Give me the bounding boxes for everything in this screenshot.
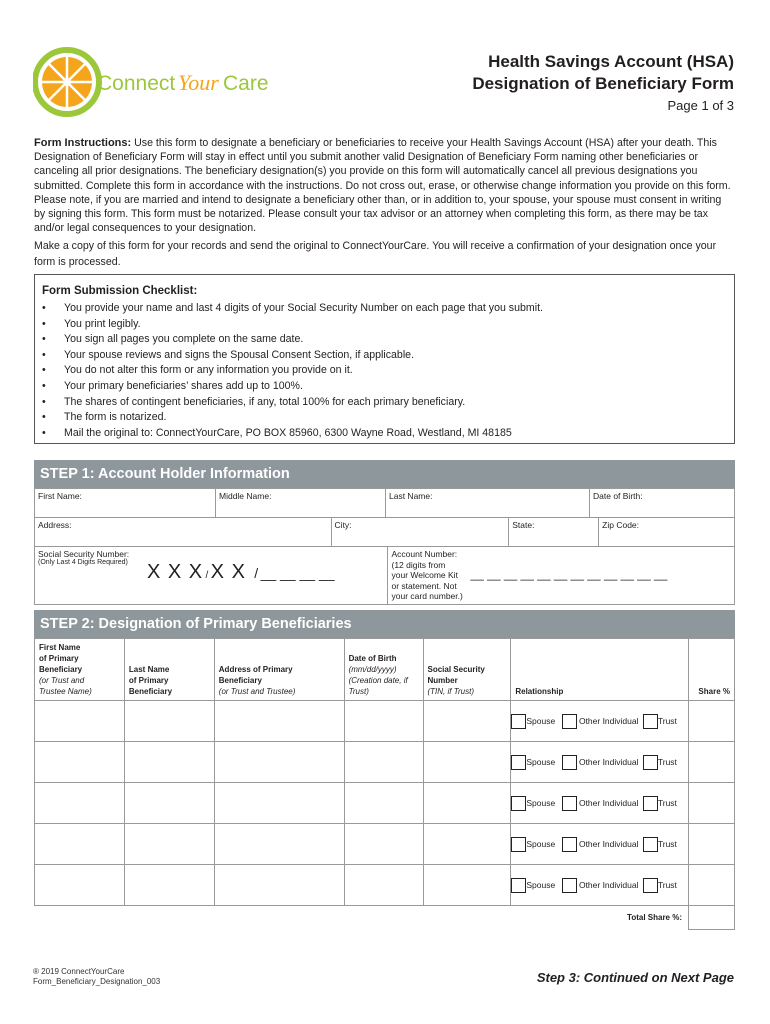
instructions-body: Use this form to designate a beneficiary or beneficiaries to receive your Health Savings Account (HSA) after your death. This Designation of Beneficiary Form will stay in effect until you submit another valid Designation of Beneficiary Form naming other beneficiaries or canceling all prior designations. The beneficiary designation(s) you provide on this form will automatically cancel all previous designations you submitted. Complete this form in accordance with the instructions. Do not cross out, erase, or otherwise change information you provide on this form. Please note, if you are married and intend to designate a beneficiary other than, or in addition to, your spouse, your spouse must consent in writing by signing this form. This form must be notarized. Please consult your tax advisor or an attorney when completing this form, as there may be tax and/or legal consequences to your designation. <box>34 137 731 235</box>
table-row <box>35 742 735 783</box>
beneficiary-first-name[interactable] <box>35 701 125 742</box>
other-individual-checkbox[interactable] <box>562 796 577 811</box>
checklist-item: • The shares of contingent beneficiaries, if any, total 100% for each primary beneficiary. <box>35 395 543 411</box>
checklist-item: • You print legibly. <box>35 317 543 333</box>
state-field[interactable] <box>509 518 599 547</box>
beneficiary-last-name[interactable] <box>124 742 214 783</box>
trust-label: Trust <box>657 838 677 849</box>
beneficiary-share[interactable] <box>689 865 735 906</box>
ssn-blank: __ __ __ __ <box>260 565 335 581</box>
middle-name-field[interactable] <box>216 489 386 518</box>
table-row <box>35 783 735 824</box>
checklist-item: • Your spouse reviews and signs the Spousal Consent Section, if applicable. <box>35 348 543 364</box>
account-note: or statement. Not <box>391 580 457 591</box>
address-label: Address: <box>38 520 72 530</box>
col-ssn: Social Security Number (TIN, if Trust) <box>423 639 511 701</box>
spouse-checkbox[interactable] <box>511 878 526 893</box>
relationship-options <box>511 824 689 865</box>
ssn-sep1: / <box>205 570 209 581</box>
account-note: your card number.) <box>391 591 463 601</box>
spouse-label: Spouse <box>526 715 556 726</box>
checklist-item: • You provide your name and last 4 digits of your Social Security Number on each page that you submit. <box>35 301 543 317</box>
other-individual-label: Other Individual <box>578 879 639 890</box>
checklist-heading: Form Submission Checklist: <box>42 285 198 297</box>
connectyourcare-logo <box>33 46 283 118</box>
beneficiary-first-name[interactable] <box>35 865 125 906</box>
ssn-field[interactable] <box>35 547 388 605</box>
last-name-field[interactable] <box>386 489 590 518</box>
total-share-field[interactable] <box>689 906 735 930</box>
ssn-note: (Only Last 4 Digits Required) <box>38 559 128 566</box>
form-title-line2: Designation of Beneficiary Form <box>472 74 734 93</box>
spouse-checkbox[interactable] <box>511 796 526 811</box>
copy-note: Make a copy of this form for your records and send the original to ConnectYourCare. You will receive a confirmation of your designation once your form is processed. <box>34 240 717 268</box>
relationship-options <box>511 701 689 742</box>
beneficiary-address[interactable] <box>214 865 344 906</box>
zip-label: Zip Code: <box>602 520 640 530</box>
other-individual-label: Other Individual <box>578 797 639 808</box>
table-row <box>35 865 735 906</box>
zip-field[interactable] <box>599 518 735 547</box>
account-blank: __ __ __ __ __ __ __ __ __ __ __ __ <box>470 567 668 581</box>
page-number: Page 1 of 3 <box>667 98 734 113</box>
address-field[interactable] <box>35 518 332 547</box>
state-label: State: <box>512 520 535 530</box>
trust-label: Trust <box>657 756 677 767</box>
beneficiary-dob[interactable] <box>344 783 423 824</box>
beneficiary-last-name[interactable] <box>124 865 214 906</box>
other-individual-checkbox[interactable] <box>562 714 577 729</box>
beneficiary-ssn[interactable] <box>423 783 511 824</box>
other-individual-checkbox[interactable] <box>562 837 577 852</box>
form-title-line1: Health Savings Account (HSA) <box>488 52 734 71</box>
account-note: your Welcome Kit <box>391 570 458 580</box>
trust-checkbox[interactable] <box>643 837 658 852</box>
spouse-checkbox[interactable] <box>511 755 526 770</box>
beneficiary-ssn[interactable] <box>423 742 511 783</box>
spouse-checkbox[interactable] <box>511 837 526 852</box>
account-number-label: Account Number: <box>391 549 458 559</box>
beneficiary-share[interactable] <box>689 742 735 783</box>
col-address: Address of Primary Beneficiary (or Trust and Trustee) <box>214 639 344 701</box>
logo-text-your: Your <box>178 70 219 95</box>
trust-label: Trust <box>657 879 677 890</box>
city-field[interactable] <box>331 518 509 547</box>
relationship-options <box>511 865 689 906</box>
beneficiary-address[interactable] <box>214 783 344 824</box>
checklist-item: • You do not alter this form or any information you provide on it. <box>35 363 543 379</box>
beneficiary-last-name[interactable] <box>124 824 214 865</box>
beneficiary-address[interactable] <box>214 742 344 783</box>
ssn-mask-b: X X <box>210 561 246 583</box>
beneficiary-first-name[interactable] <box>35 824 125 865</box>
checklist-item: • Mail the original to: ConnectYourCare, PO BOX 85960, 6300 Wayne Road, Westland, MI 48185 <box>35 426 543 442</box>
col-last-name: Last Name of Primary Beneficiary <box>124 639 214 701</box>
instructions-heading: Form Instructions: <box>34 137 132 149</box>
other-individual-label: Other Individual <box>578 756 639 767</box>
total-share-label: Total Share %: <box>627 913 683 923</box>
ssn-sep2: / <box>254 565 259 581</box>
beneficiary-first-name[interactable] <box>35 742 125 783</box>
checklist-item: • Your primary beneficiaries’ shares add up to 100%. <box>35 379 543 395</box>
beneficiary-first-name[interactable] <box>35 783 125 824</box>
checklist-item: • The form is notarized. <box>35 410 543 426</box>
table-row <box>35 824 735 865</box>
trust-checkbox[interactable] <box>643 714 658 729</box>
copyright: ® 2019 ConnectYourCare <box>33 967 125 976</box>
beneficiaries-table <box>34 638 735 930</box>
col-relationship: Relationship <box>511 639 689 701</box>
account-note: (12 digits from <box>391 559 446 570</box>
logo-text-care: Care <box>223 72 269 95</box>
city-label: City: <box>334 520 352 530</box>
other-individual-checkbox[interactable] <box>562 878 577 893</box>
beneficiary-ssn[interactable] <box>423 865 511 906</box>
beneficiary-dob[interactable] <box>344 701 423 742</box>
relationship-options <box>511 783 689 824</box>
beneficiary-ssn[interactable] <box>423 701 511 742</box>
footer-info <box>33 967 160 987</box>
col-first-name: First Name of Primary Beneficiary (or Trust and Trustee Name) <box>35 639 125 701</box>
beneficiary-dob[interactable] <box>344 824 423 865</box>
other-individual-label: Other Individual <box>578 715 639 726</box>
dob-field[interactable] <box>590 489 735 518</box>
spouse-label: Spouse <box>526 879 556 890</box>
step2-header: STEP 2: Designation of Primary Beneficiaries <box>34 610 735 638</box>
col-dob: Date of Birth (mm/dd/yyyy) (Creation date, if Trust) <box>344 639 423 701</box>
col-share: Share % <box>689 639 735 701</box>
account-holder-table <box>34 488 735 518</box>
ssn-account-table <box>34 546 735 605</box>
first-name-label: First Name: <box>38 491 82 501</box>
dob-label: Date of Birth: <box>593 491 643 501</box>
spouse-label: Spouse <box>526 756 556 767</box>
beneficiary-last-name[interactable] <box>124 783 214 824</box>
first-name-field[interactable] <box>35 489 216 518</box>
trust-label: Trust <box>657 797 677 808</box>
beneficiary-share[interactable] <box>689 824 735 865</box>
trust-checkbox[interactable] <box>643 796 658 811</box>
account-number-field[interactable] <box>388 547 735 605</box>
address-table <box>34 517 735 547</box>
checklist-item: • You sign all pages you complete on the same date. <box>35 332 543 348</box>
ssn-label: Social Security Number: <box>38 549 130 559</box>
beneficiary-dob[interactable] <box>344 865 423 906</box>
trust-checkbox[interactable] <box>643 878 658 893</box>
beneficiary-share[interactable] <box>689 783 735 824</box>
trust-checkbox[interactable] <box>643 755 658 770</box>
beneficiary-address[interactable] <box>214 824 344 865</box>
other-individual-checkbox[interactable] <box>562 755 577 770</box>
beneficiary-ssn[interactable] <box>423 824 511 865</box>
beneficiary-dob[interactable] <box>344 742 423 783</box>
spouse-label: Spouse <box>526 797 556 808</box>
logo-text-connect: Connect <box>97 72 176 95</box>
spouse-checkbox[interactable] <box>511 714 526 729</box>
step1-header: STEP 1: Account Holder Information <box>34 460 735 488</box>
middle-name-label: Middle Name: <box>219 491 272 501</box>
form-id: Form_Beneficiary_Designation_003 <box>33 977 161 986</box>
other-individual-label: Other Individual <box>578 838 639 849</box>
form-instructions <box>34 136 734 235</box>
trust-label: Trust <box>657 715 677 726</box>
last-name-label: Last Name: <box>389 491 433 501</box>
spouse-label: Spouse <box>526 838 556 849</box>
submission-checklist <box>34 274 735 444</box>
beneficiary-share[interactable] <box>689 701 735 742</box>
table-row <box>35 701 735 742</box>
beneficiary-address[interactable] <box>214 701 344 742</box>
continued-note: Step 3: Continued on Next Page <box>536 970 734 985</box>
ssn-mask-a: X X X <box>147 561 204 583</box>
beneficiary-last-name[interactable] <box>124 701 214 742</box>
relationship-options <box>511 742 689 783</box>
